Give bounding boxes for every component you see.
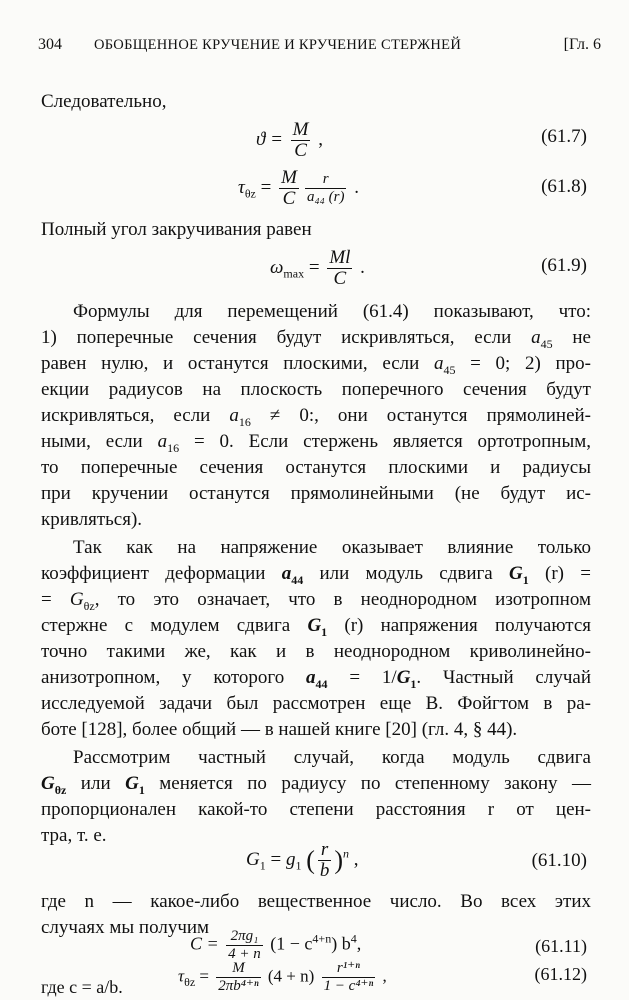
equation-number: (61.9) [541, 255, 587, 276]
page-header [38, 36, 601, 58]
text-line: где n — какое-либо вещественное число. Во всех этих [41, 891, 591, 912]
equation-61-10: $G_1 = g_1$ ( $\frac{r}{b}$ )$^n$ , [246, 839, 359, 881]
chapter-label: [Гл. 6 [563, 36, 601, 53]
text-line: Формулы для перемещений (61.4) показывают, что: [73, 301, 591, 322]
text-line: равен нулю, и останутся плоскими, если $a_{45} = 0$; 2) про- [41, 353, 591, 377]
text-line: точно такими же, как и в неоднородном криволинейно- [41, 641, 591, 662]
text-line: коэффициент деформации $a_{44}$ или модуль сдвига $G_1$ (r) = [41, 563, 591, 587]
equation-number: (61.7) [541, 126, 587, 147]
text-line: боте [128], более общий — в нашей книге [20] (гл. 4, § 44). [41, 719, 518, 740]
running-title: ОБОБЩЕННОЕ КРУЧЕНИЕ И КРУЧЕНИЕ СТЕРЖНЕЙ [94, 37, 462, 53]
text-line: тра, т. е. [41, 825, 107, 846]
equation-61-9: $\omega_{max}$ = $\frac{Ml}{C}$ . [270, 247, 365, 289]
text-line: = $G_{\theta z}$, то это означает, что в неоднородном изотропном [41, 589, 592, 613]
text-line: исследуемой задачи был рассмотрен еще В. Фойгтом в ра- [41, 693, 591, 714]
text-line: анизотропном, у которого $a_{44} = 1/G_1$. Частный случай [41, 667, 591, 691]
text-line: Так как на напряжение оказывает влияние только [73, 537, 591, 558]
text-line: то поперечные сечения останутся плоскими и радиусы [41, 457, 591, 478]
equation-number: (61.11) [535, 936, 587, 956]
text-line: Полный угол закручивания равен [41, 219, 312, 240]
text-line: Рассмотрим частный случай, когда модуль сдвига [73, 747, 591, 768]
text-line: случаях мы получим [41, 917, 210, 938]
equation-61-11: C = $\frac{\text{2πg₁}}{4 + n}$ $(1 - c^{4+n})$ $b^4$, [190, 928, 362, 962]
equation-61-7: ϑ = $\frac{M}{C}$ , [256, 119, 323, 161]
equation-number: (61.12) [534, 964, 587, 984]
equation-61-12: $\tau_{\theta z}$ = $\frac{M}{\text{2πb⁴⁺ⁿ}}$ (4 + n) $\frac{\text{r¹⁺ⁿ}}{\text{1 − c⁴⁺ⁿ}}$ , [178, 960, 387, 994]
text-line: искривляться, если $a_{16} \ne 0$:, они останутся прямолиней- [41, 405, 592, 429]
text-line: при кручении останутся прямолинейными (не будут ис- [41, 483, 591, 504]
text-line: екции радиусов на плоскость поперечного сечения будут [41, 379, 591, 400]
text-line: 1) поперечные сечения будут искривляться, если $a_{45}$ не [41, 327, 591, 351]
text-line: стержне с модулем сдвига $G_1$ (r) напряжения получаются [41, 615, 591, 639]
text-line: ными, если $a_{16} = 0$. Если стержень является ортотропным, [41, 431, 591, 455]
text-line: кривляться). [41, 509, 143, 530]
text-line: $G_{\theta z}$ или $G_1$ меняется по радиусу по степенному закону — [41, 773, 591, 797]
text-line: Следовательно, [41, 91, 167, 112]
page-number: 304 [38, 36, 62, 53]
text-line: пропорционален какой-то степени расстояния r от цен- [41, 799, 591, 820]
text-line: где c = a/b. [41, 977, 123, 997]
equation-number: (61.8) [541, 176, 587, 197]
equation-61-8: $\tau_{\theta z}$ = $\frac{M}{C}$ $\frac{r}{\text{a₄₄ (r)}}$ . [238, 167, 359, 209]
equation-number: (61.10) [531, 850, 587, 871]
